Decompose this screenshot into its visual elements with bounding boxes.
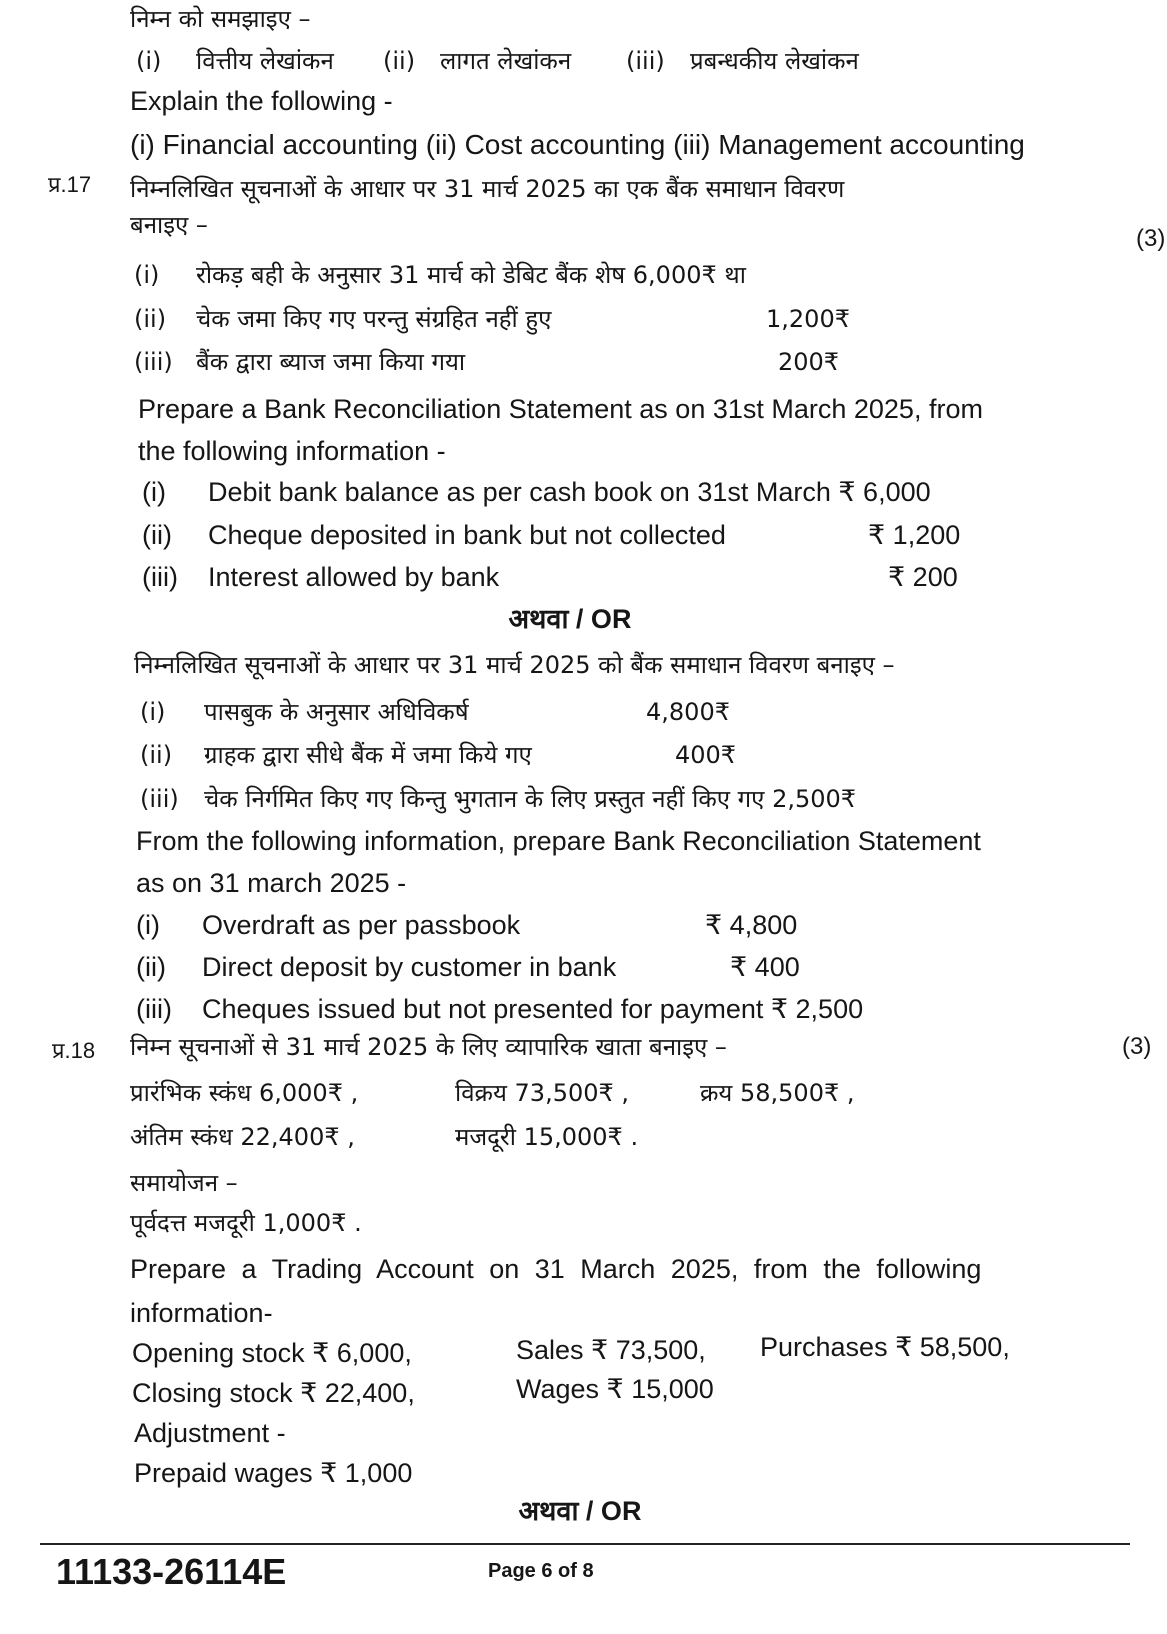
- q17-english-num-2: (ii): [142, 520, 172, 550]
- q18-hindi-adjustment-item: पूर्वदत्त मजदूरी 1,000₹ .: [130, 1209, 362, 1237]
- q17-alt-hindi-num-3: (iii): [140, 785, 179, 813]
- q16-english-items: (i) Financial accounting (ii) Cost accounting (iii) Management accounting: [130, 129, 1025, 160]
- q17-english-text-3: Interest allowed by bank: [208, 562, 500, 592]
- q17-english-line-1: Prepare a Bank Reconciliation Statement as on 31st March 2025, from: [138, 394, 983, 424]
- q17-number: प्र.17: [48, 172, 92, 197]
- q16-hindi-item-num-2: (ii): [383, 47, 416, 75]
- q18-english-line-2: information-: [130, 1298, 273, 1328]
- q16-hindi-item-2: लागत लेखांकन: [440, 47, 572, 75]
- q16-english-intro: Explain the following -: [130, 86, 393, 116]
- q17-english-amount-2: ₹ 1,200: [868, 520, 961, 550]
- paper-code: 11133-26114E: [56, 1551, 287, 1592]
- q18-english-line-1: Prepare a Trading Account on 31 March 2025, from the following: [130, 1254, 982, 1284]
- q17-or-label: अथवा / OR: [508, 604, 632, 634]
- q18-english-row2-col2: Wages ₹ 15,000: [516, 1374, 714, 1404]
- q16-hindi-item-num-3: (iii): [626, 47, 665, 75]
- q17-english-num-3: (iii): [142, 562, 178, 592]
- q17-english-amount-3: ₹ 200: [888, 562, 958, 592]
- q16-hindi-item-3: प्रबन्धकीय लेखांकन: [690, 47, 859, 75]
- q17-alt-english-line-2: as on 31 march 2025 -: [136, 868, 407, 898]
- q17-alt-hindi-text-3: चेक निर्गमित किए गए किन्तु भुगतान के लिए प्रस्तुत नहीं किए गए 2,500₹: [204, 785, 857, 813]
- q17-hindi-line-2: बनाइए –: [130, 211, 208, 239]
- q17-alt-hindi-amount-1: 4,800₹: [646, 698, 730, 726]
- q17-alt-english-num-1: (i): [136, 910, 160, 940]
- q17-english-text-2: Cheque deposited in bank but not collected: [208, 520, 726, 550]
- q18-hindi-adjustment-label: समायोजन –: [130, 1169, 238, 1197]
- q18-hindi-row1-col3: क्रय 58,500₹ ,: [700, 1079, 855, 1107]
- q18-english-row1-col3: Purchases ₹ 58,500,: [760, 1332, 1010, 1362]
- q17-alt-hindi-text-2: ग्राहक द्वारा सीधे बैंक में जमा किये गए: [204, 741, 532, 769]
- q17-hindi-amount-3: 200₹: [778, 348, 840, 376]
- q18-english-row1-col1: Opening stock ₹ 6,000,: [132, 1338, 412, 1368]
- q18-hindi-row2-col1: अंतिम स्कंध 22,400₹ ,: [130, 1123, 355, 1151]
- q18-number: प्र.18: [52, 1038, 96, 1063]
- q17-alt-english-text-3: Cheques issued but not presented for payment ₹ 2,500: [202, 994, 864, 1024]
- q17-alt-english-amount-2: ₹ 400: [730, 952, 800, 982]
- q17-english-line-2: the following information -: [138, 436, 446, 466]
- q17-alt-english-text-1: Overdraft as per passbook: [202, 910, 521, 940]
- q17-hindi-line-1: निम्नलिखित सूचनाओं के आधार पर 31 मार्च 2025 का एक बैंक समाधान विवरण: [130, 175, 845, 203]
- q18-english-row1-col2: Sales ₹ 73,500,: [516, 1335, 706, 1365]
- q18-english-adjustment-label: Adjustment -: [134, 1418, 286, 1448]
- q17-hindi-text-1: रोकड़ बही के अनुसार 31 मार्च को डेबिट बैंक शेष 6,000₹ था: [196, 261, 746, 289]
- q18-hindi-row2-col2: मजदूरी 15,000₹ .: [455, 1123, 639, 1151]
- q16-hindi-item-num-1: (i): [136, 47, 162, 75]
- q18-hindi-row1-col2: विक्रय 73,500₹ ,: [455, 1079, 630, 1107]
- q17-hindi-amount-2: 1,200₹: [766, 305, 850, 333]
- q17-alt-hindi-num-1: (i): [140, 698, 166, 726]
- q17-marks: (3): [1136, 225, 1166, 252]
- q17-alt-hindi-amount-2: 400₹: [675, 741, 737, 769]
- footer-divider: [40, 1543, 1130, 1545]
- q18-hindi-line-1: निम्न सूचनाओं से 31 मार्च 2025 के लिए व्यापारिक खाता बनाइए –: [130, 1033, 727, 1061]
- q17-alt-english-num-3: (iii): [136, 994, 172, 1024]
- q17-hindi-text-3: बैंक द्वारा ब्याज जमा किया गया: [196, 348, 466, 376]
- q18-marks: (3): [1122, 1033, 1152, 1060]
- q17-hindi-num-3: (iii): [134, 348, 173, 376]
- q16-hindi-item-1: वित्तीय लेखांकन: [196, 47, 334, 75]
- q18-hindi-row1-col1: प्रारंभिक स्कंध 6,000₹ ,: [130, 1079, 359, 1107]
- q17-alt-english-num-2: (ii): [136, 952, 166, 982]
- q17-english-num-1: (i): [142, 477, 166, 507]
- q17-english-text-1: Debit bank balance as per cash book on 31st March ₹ 6,000: [208, 477, 931, 507]
- q17-alt-english-text-2: Direct deposit by customer in bank: [202, 952, 617, 982]
- q17-alt-hindi-line: निम्नलिखित सूचनाओं के आधार पर 31 मार्च 2025 को बैंक समाधान विवरण बनाइए –: [134, 651, 895, 679]
- q18-english-row2-col1: Closing stock ₹ 22,400,: [132, 1378, 415, 1408]
- q17-alt-hindi-num-2: (ii): [140, 741, 173, 769]
- q17-hindi-text-2: चेक जमा किए गए परन्तु संग्रहित नहीं हुए: [196, 305, 552, 333]
- q18-english-adjustment-item: Prepaid wages ₹ 1,000: [134, 1458, 413, 1488]
- q17-hindi-num-1: (i): [134, 261, 160, 289]
- q16-hindi-intro: निम्न को समझाइए –: [130, 5, 311, 33]
- q18-or-label: अथवा / OR: [518, 1496, 642, 1526]
- q17-alt-hindi-text-1: पासबुक के अनुसार अधिविकर्ष: [204, 698, 469, 726]
- page-number: Page 6 of 8: [488, 1560, 594, 1582]
- q17-alt-english-amount-1: ₹ 4,800: [705, 910, 798, 940]
- q17-alt-english-line-1: From the following information, prepare Bank Reconciliation Statement: [136, 826, 981, 856]
- q17-hindi-num-2: (ii): [134, 305, 167, 333]
